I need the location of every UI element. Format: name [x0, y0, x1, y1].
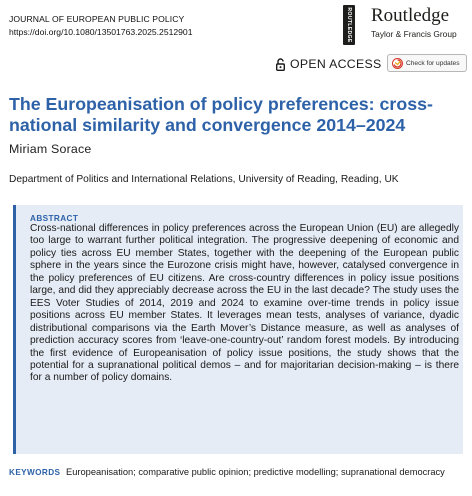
abstract-heading: ABSTRACT — [30, 214, 79, 223]
open-access-label — [276, 57, 381, 71]
check-for-updates-button[interactable] — [387, 54, 467, 72]
open-lock-icon — [276, 58, 285, 71]
keywords-label: KEYWORDS — [9, 468, 61, 477]
keywords — [9, 466, 467, 479]
article-title: The Europeanisation of policy preferences: cross-national similarity and convergence 2014–2024 — [9, 94, 433, 135]
abstract-text: Cross-national differences in policy preferences across the European Union (EU) are allegedly too large to warrant further political integration. The progressive deepening of economic and policy ties across EU member States, together with the deepening of the European public sphere in the years since the Eurozone crisis might have, however, catalysed convergence in the policy preferences of EU citizens. Are cross-country differences in policy issue positions large, and did they appreciably decrease across the EU in the last decade? The study uses the EES Voter Studies of 2014, 2019 and 2024 to examine over-time trends in policy issue positions across EU member States. It leverages mean tests, analyses of variance, dyadic distributional comparisons via the Earth Mover’s Distance measure, as well as analyses of prediction accuracy scores from ‘leave-one-country-out’ random forest models. By introducing the first evidence of Europeanisation of policy issue positions, the study shows that the potential for a supranational political demos – and for majoritarian decision-making – is there for a number of policy domains. — [30, 223, 459, 384]
keywords-text: Europeanisation; comparative public opinion; predictive modelling; supranational democracy — [66, 467, 445, 477]
doi-link[interactable]: https://doi.org/10.1080/13501763.2025.2512901 — [9, 27, 193, 37]
routledge-badge-text: ROUTLEDGE — [346, 7, 352, 43]
check-for-updates-label: Check for updates — [406, 59, 460, 67]
author-name: Miriam Sorace — [9, 142, 92, 156]
publisher-tagline: Taylor & Francis Group — [371, 29, 457, 39]
routledge-badge — [343, 5, 355, 45]
routledge-logo — [343, 4, 469, 48]
journal-name: JOURNAL OF EUROPEAN PUBLIC POLICY — [9, 14, 185, 24]
abstract-box — [13, 205, 463, 454]
open-access-text: OPEN ACCESS — [290, 57, 382, 71]
publisher-name: Routledge — [371, 5, 450, 26]
author-affiliation: Department of Politics and International Relations, University of Reading, Reading, UK — [9, 174, 399, 185]
check-updates-icon — [392, 58, 403, 69]
